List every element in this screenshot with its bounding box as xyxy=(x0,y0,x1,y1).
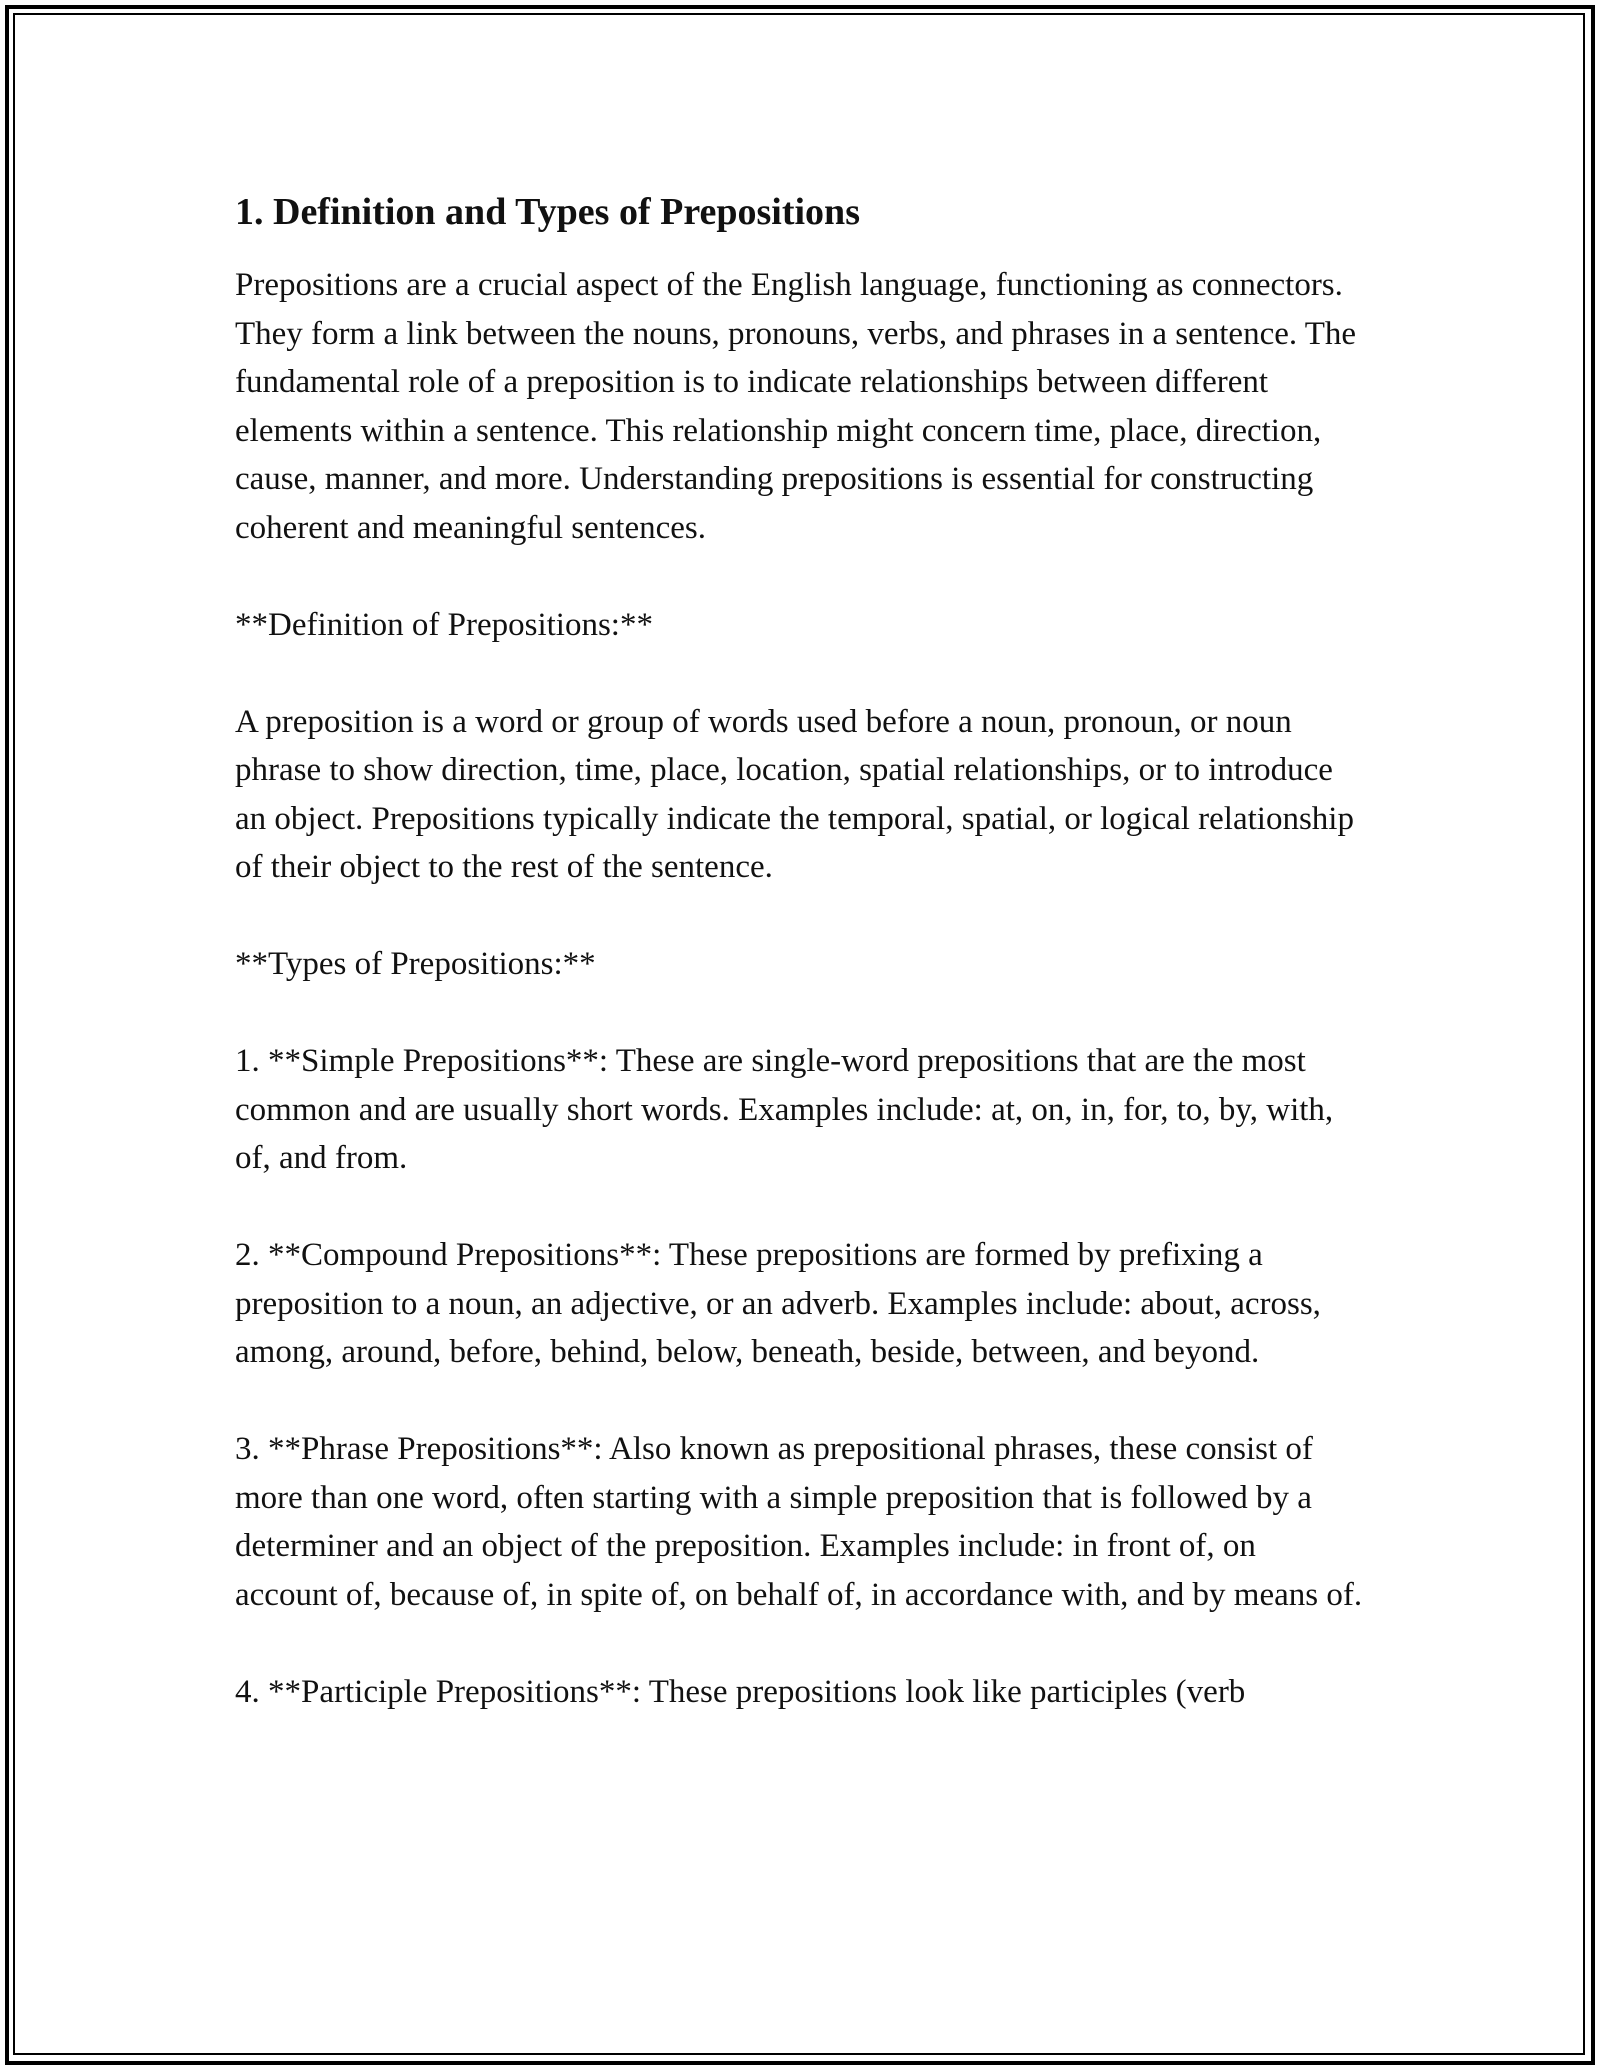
section-heading: 1. Definition and Types of Prepositions xyxy=(235,191,860,233)
type-simple-paragraph: 1. **Simple Prepositions**: These are single-word prepositions that are the most common and are usually short words. Examples include: at, on, in, for, to, by, with, of, and from. xyxy=(235,1043,1334,1176)
document-body xyxy=(235,185,1365,1765)
definition-subheading: **Definition of Prepositions:** xyxy=(235,606,653,643)
type-compound-paragraph: 2. **Compound Prepositions**: These prepositions are formed by prefixing a preposition to a noun, an adjective, or an adverb. Examples include: about, across, among, around, before, behind, below, beneath, beside, between, and beyond. xyxy=(235,1237,1321,1370)
type-participle-paragraph: 4. **Participle Prepositions**: These prepositions look like participles (verb xyxy=(235,1673,1246,1710)
definition-paragraph: A preposition is a word or group of words used before a noun, pronoun, or noun phrase to show direction, time, place, location, spatial relationships, or to introduce an object. Prepositions typically indicate the temporal, spatial, or logical relationship of their object to the rest of the sentence. xyxy=(235,703,1354,885)
type-phrase-paragraph: 3. **Phrase Prepositions**: Also known as prepositional phrases, these consist of more than one word, often starting with a simple preposition that is followed by a determiner and an object of the preposition. Examples include: in front of, on account of, because of, in spite of, on behalf of, in accordance with, and by means of. xyxy=(235,1431,1363,1613)
types-subheading: **Types of Prepositions:** xyxy=(235,946,596,982)
intro-paragraph: Prepositions are a crucial aspect of the English language, functioning as connectors. They form a link between the nouns, pronouns, verbs, and phrases in a sentence. The fundamental role of a preposition is to indicate relationships between different elements within a sentence. This relationship might concern time, place, direction, cause, manner, and more. Understanding prepositions is essential for constructing coherent and meaningful sentences. xyxy=(235,267,1357,546)
